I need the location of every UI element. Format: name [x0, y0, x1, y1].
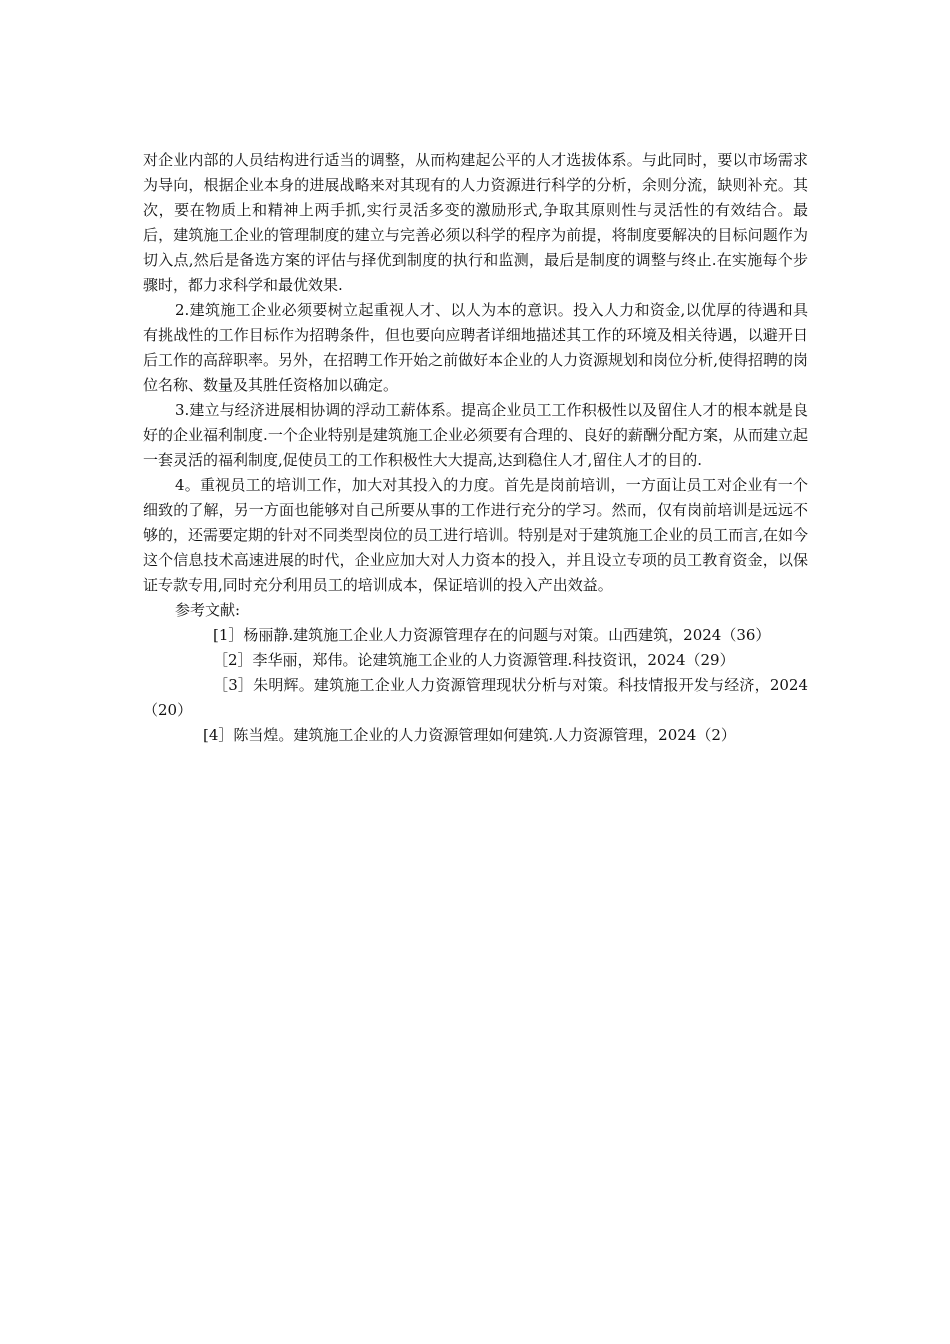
body-paragraph-3: 3.建立与经济进展相协调的浮动工薪体系。提高企业员工工作积极性以及留住人才的根本就是良好的企业福利制度.一个企业特别是建筑施工企业必须要有合理的、良好的薪酬分配方案，从而建立起一套灵活的福利制度,促使员工的工作积极性大大提高,达到稳住人才,留住人才的目的.: [143, 401, 808, 469]
body-paragraph-2: 2.建筑施工企业必须要树立起重视人才、以人为本的意识。投入人力和资金,以优厚的待遇和具有挑战性的工作目标作为招聘条件，但也要向应聘者详细地描述其工作的环境及相关待遇，以避开日后工作的高辞职率。另外，在招聘工作开始之前做好本企业的人力资源规划和岗位分析,使得招聘的岗位名称、数量及其胜任资格加以确定。: [143, 301, 808, 394]
body-paragraph-continued: 对企业内部的人员结构进行适当的调整，从而构建起公平的人才选拔体系。与此同时，要以市场需求为导向，根据企业本身的进展战略来对其现有的人力资源进行科学的分析，余则分流，缺则补充。其次，要在物质上和精神上两手抓,实行灵活多变的激励形式,争取其原则性与灵活性的有效结合。最后，建筑施工企业的管理制度的建立与完善必须以科学的程序为前提，将制度要解决的目标问题作为切入点,然后是备选方案的评估与择优到制度的执行和监测，最后是制度的调整与终止.在实施每个步骤时，都力求科学和最优效果.: [143, 151, 808, 294]
document-page: [143, 148, 808, 748]
reference-item-1: [1］杨丽静.建筑施工企业人力资源管理存在的问题与对策。山西建筑，2024（36）: [213, 626, 771, 644]
body-paragraph-4: 4。重视员工的培训工作，加大对其投入的力度。首先是岗前培训，一方面让员工对企业有一个细致的了解，另一方面也能够对自己所要从事的工作进行充分的学习。然而，仅有岗前培训是远远不够的，还需要定期的针对不同类型岗位的员工进行培训。特别是对于建筑施工企业的员工而言,在如今这个信息技术高速进展的时代，企业应加大对人力资本的投入，并且设立专项的员工教育资金，以保证专款专用,同时充分利用员工的培训成本，保证培训的投入产出效益。: [143, 476, 808, 594]
reference-item-4: [4］陈当煌。建筑施工企业的人力资源管理如何建筑.人力资源管理，2024（2）: [203, 726, 736, 744]
reference-item-2: ［2］李华丽，郑伟。论建筑施工企业的人力资源管理.科技资讯，2024（29）: [213, 651, 735, 669]
references-heading: 参考文献:: [175, 601, 241, 619]
reference-item-3: ［3］朱明辉。建筑施工企业人力资源管理现状分析与对策。科技情报开发与经济，2024（20）: [143, 676, 808, 719]
